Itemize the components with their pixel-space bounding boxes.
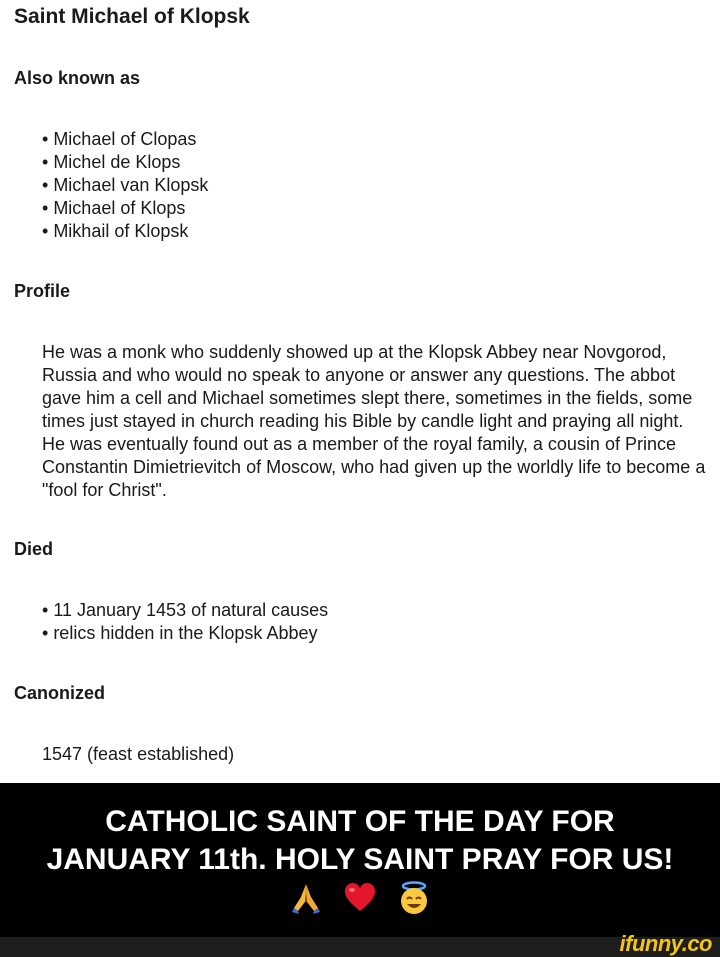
profile-heading: Profile [14,281,71,301]
caption-line-2: JANUARY 11th. HOLY SAINT PRAY FOR US! [46,843,674,876]
caption-banner [0,783,720,937]
smiling-face-halo-icon [397,881,431,915]
footer-bar [0,931,720,957]
list-item: • 11 January 1453 of natural causes [42,599,328,622]
ifunny-watermark: ifunny.co [619,931,712,956]
list-item: • Michael van Klopsk [42,174,208,197]
profile-text: He was a monk who suddenly showed up at the Klopsk Abbey near Novgorod, Russia and who would no speak to anyone or answer any questions. The abbot gave him a cell and Michael sometimes slept there, sometimes in the fields, some times just stayed in church reading his Bible by candle light and praying all night. He was eventually found out as a member of the royal family, a cousin of Prince Constantin Dimietrievitch of Moscow, who had given up the worldly life to become a "fool for Christ". [42,342,706,500]
praying-hands-icon [289,881,323,915]
died-heading: Died [14,539,54,559]
caption-text [0,803,720,879]
list-item: • Michael of Clopas [42,128,208,151]
also-known-as-heading: Also known as [14,68,141,88]
caption-line-1: CATHOLIC SAINT OF THE DAY FOR [105,805,615,838]
list-item: • relics hidden in the Klopsk Abbey [42,622,328,645]
list-item: • Michael of Klops [42,197,208,220]
emoji-row [0,880,720,915]
died-list [42,599,328,645]
canonized-text: 1547 (feast established) [42,744,235,764]
list-item: • Mikhail of Klopsk [42,220,208,243]
list-item: • Michel de Klops [42,151,208,174]
red-heart-icon [343,881,377,915]
page-title: Saint Michael of Klopsk [14,5,250,28]
canonized-heading: Canonized [14,683,106,703]
also-known-as-list [42,128,208,243]
